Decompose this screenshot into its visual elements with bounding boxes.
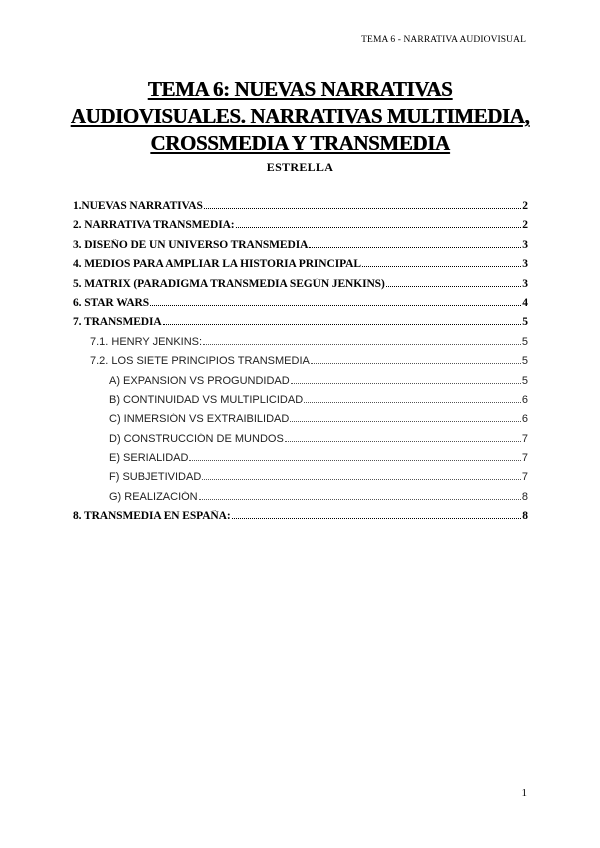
document-subtitle: ESTRELLA — [266, 160, 334, 174]
toc-entry-label: 1.NUEVAS NARRATIVAS — [73, 200, 203, 212]
toc-entry-page: 7 — [521, 452, 528, 465]
toc-dot-leader — [204, 208, 522, 209]
toc-dot-leader — [163, 324, 522, 325]
toc-entry[interactable] — [73, 239, 528, 258]
toc-entry[interactable] — [73, 336, 528, 355]
toc-entry-page: 2 — [522, 200, 528, 212]
toc-entry-label: 7.2. LOS SIETE PRINCIPIOS TRANSMEDIA — [90, 355, 310, 368]
running-header: TEMA 6 - NARRATIVA AUDIOVISUAL — [361, 35, 526, 45]
toc-entry-page: 4 — [522, 296, 528, 309]
toc-entry[interactable] — [73, 278, 528, 297]
toc-entry-page: 7 — [521, 471, 528, 484]
toc-entry-label: 3. DISEÑO DE UN UNIVERSO TRANSMEDIA — [73, 238, 309, 251]
toc-entry[interactable] — [73, 510, 528, 529]
toc-entry[interactable] — [73, 219, 528, 238]
toc-entry-label: 7. TRANSMEDIA — [73, 316, 162, 329]
toc-entry-label: 2. NARRATIVA TRANSMEDIA: — [73, 219, 235, 232]
toc-entry-page: 7 — [521, 432, 528, 445]
toc-entry-page: 5 — [521, 355, 528, 368]
toc-entry[interactable] — [73, 471, 528, 490]
toc-entry[interactable] — [73, 355, 528, 374]
toc-entry[interactable] — [73, 433, 528, 452]
toc-entry-page: 5 — [521, 335, 528, 348]
toc-entry-label: 8. TRANSMEDIA EN ESPAÑA: — [73, 510, 231, 523]
document-title: TEMA 6: NUEVAS NARRATIVAS AUDIOVISUALES. NARRATIVAS MULTIMEDIA, CROSSMEDIA Y TRANSMEDIA — [70, 77, 530, 155]
toc-dot-leader — [386, 286, 522, 287]
toc-entry-page: 2 — [522, 219, 528, 232]
toc-entry[interactable] — [73, 258, 528, 277]
toc-entry-page: 5 — [521, 374, 528, 387]
toc-dot-leader — [309, 247, 521, 248]
toc-entry[interactable] — [73, 316, 528, 335]
toc-entry-page: 3 — [522, 277, 528, 290]
toc-entry[interactable] — [73, 413, 528, 432]
toc-entry-label: F) SUBJETIVIDAD — [109, 471, 202, 484]
toc-dot-leader — [150, 305, 521, 306]
toc-dot-leader — [189, 460, 520, 461]
toc-dot-leader — [202, 479, 521, 480]
toc-entry-label: D) CONSTRUCCIÓN DE MUNDOS — [109, 432, 284, 445]
toc-entry-page: 3 — [522, 238, 528, 251]
toc-entry-page: 5 — [522, 316, 528, 329]
table-of-contents — [73, 200, 528, 530]
toc-entry-label: G) REALIZACIÓN — [109, 490, 198, 503]
toc-dot-leader — [236, 227, 522, 228]
toc-entry[interactable] — [73, 200, 528, 219]
toc-dot-leader — [304, 402, 521, 403]
toc-entry[interactable] — [73, 297, 528, 316]
toc-dot-leader — [362, 266, 521, 267]
toc-entry[interactable] — [73, 491, 528, 510]
toc-dot-leader — [232, 518, 522, 519]
page-number: 1 — [521, 787, 527, 799]
toc-entry-page: 8 — [521, 490, 528, 503]
toc-entry-label: A) EXPANSION VS PROGUNDIDAD — [109, 374, 290, 387]
toc-entry-label: 6. STAR WARS — [73, 296, 150, 309]
toc-entry-page: 3 — [522, 258, 528, 271]
toc-dot-leader — [290, 421, 521, 422]
toc-entry-label: E) SERIALIDAD — [109, 452, 189, 465]
toc-dot-leader — [311, 363, 521, 364]
toc-entry[interactable] — [73, 452, 528, 471]
toc-entry-label: 7.1. HENRY JENKINS: — [90, 335, 203, 348]
toc-entry-page: 6 — [521, 393, 528, 406]
toc-dot-leader — [199, 499, 521, 500]
toc-dot-leader — [203, 344, 521, 345]
toc-entry-label: C) INMERSIÓN VS EXTRAIBILIDAD — [109, 413, 290, 426]
toc-entry[interactable] — [73, 394, 528, 413]
toc-entry-label: B) CONTINUIDAD VS MULTIPLICIDAD — [109, 393, 304, 406]
toc-dot-leader — [285, 441, 521, 442]
toc-entry-page: 6 — [521, 413, 528, 426]
toc-entry-page: 8 — [522, 510, 528, 523]
toc-dot-leader — [291, 383, 521, 384]
toc-entry-label: 4. MEDIOS PARA AMPLIAR LA HISTORIA PRINCIPAL — [73, 258, 361, 271]
toc-entry[interactable] — [73, 375, 528, 394]
toc-entry-label: 5. MATRIX (PARADIGMA TRANSMEDIA SEGÚN JENKINS) — [73, 277, 385, 290]
